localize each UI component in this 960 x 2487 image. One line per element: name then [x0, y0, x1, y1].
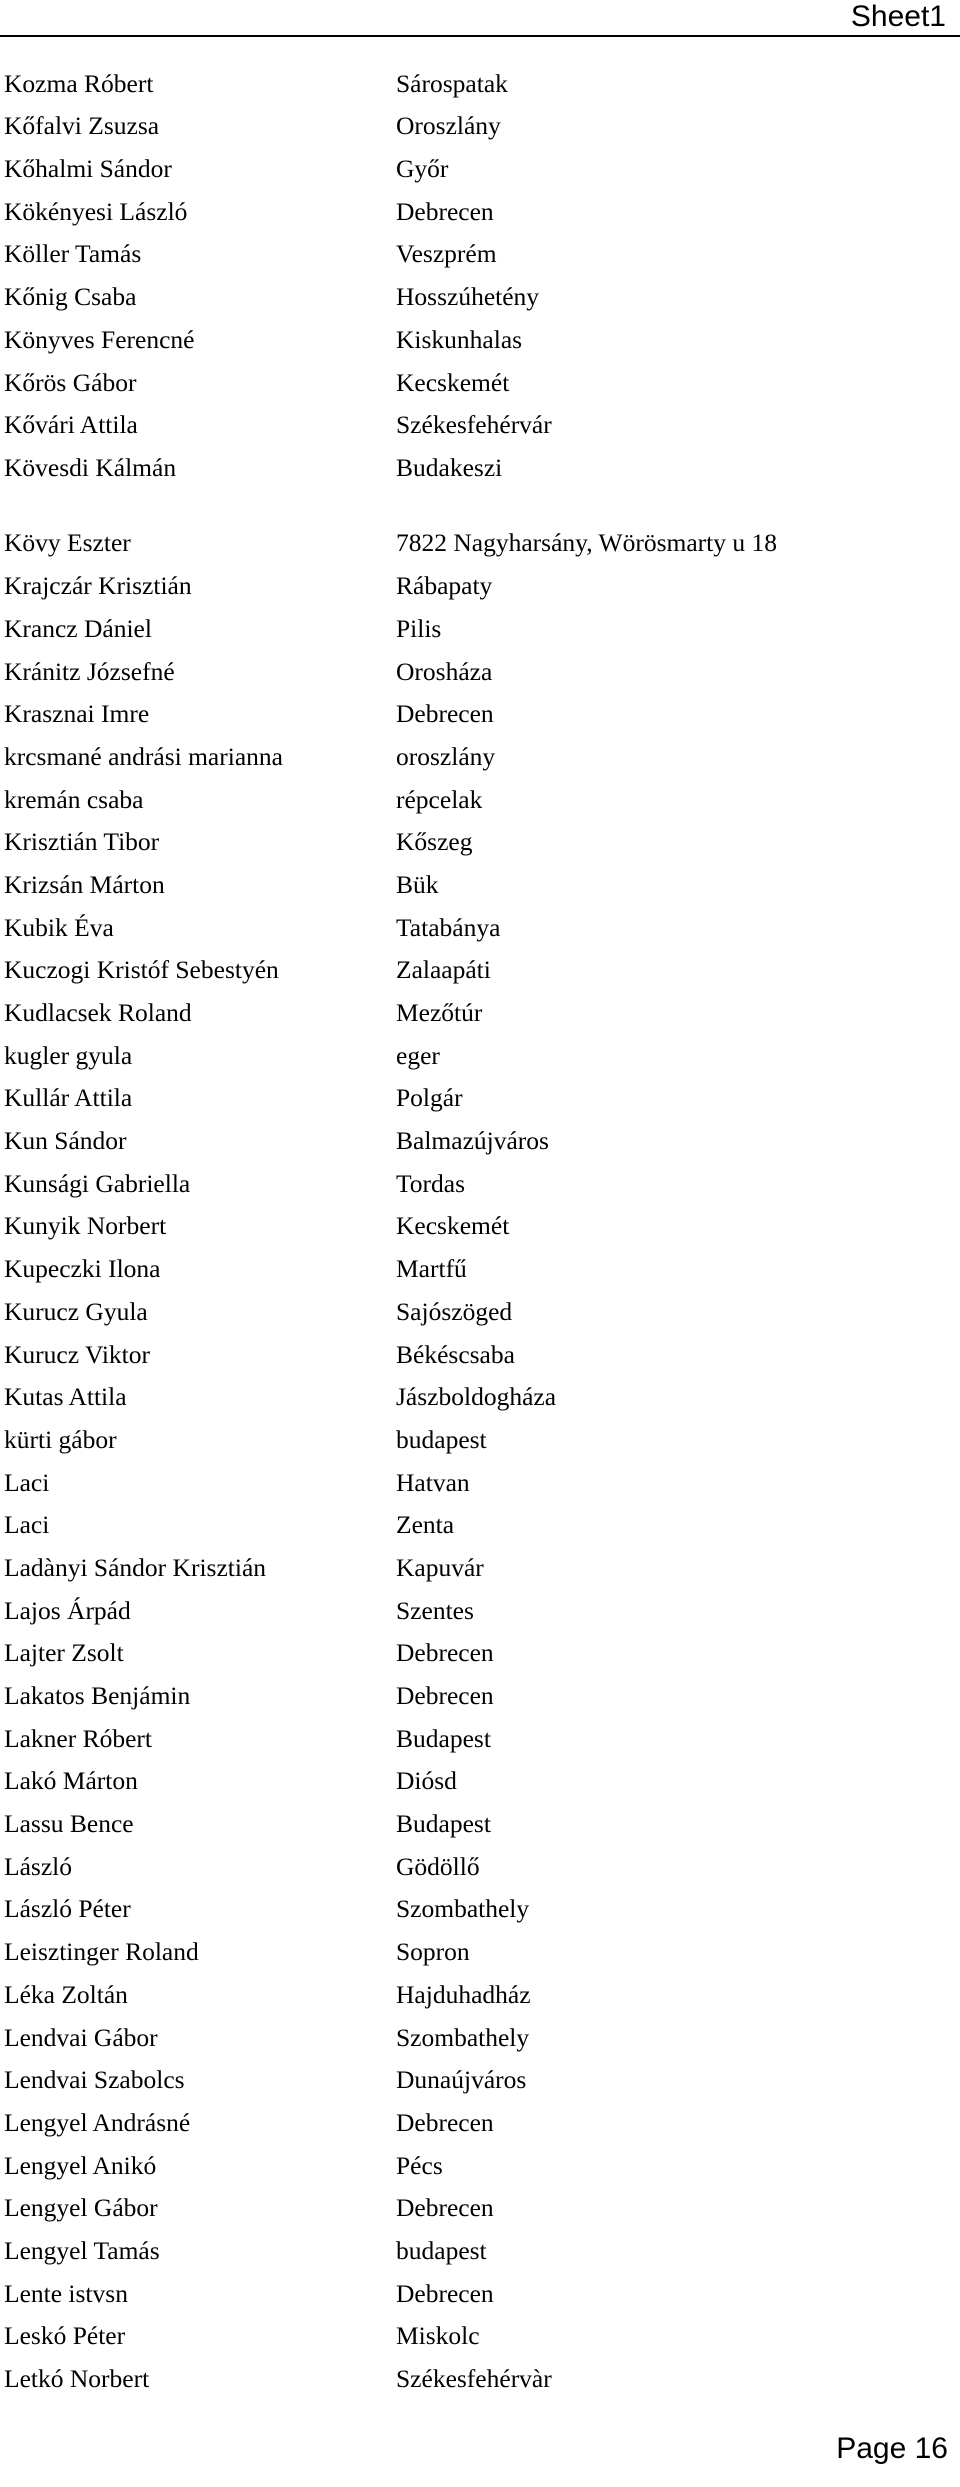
table-row — [0, 904, 960, 947]
page-number: Page 16 — [836, 2432, 948, 2465]
city-cell: Kapuvár — [396, 1552, 484, 1582]
city-cell: Győr — [396, 154, 449, 184]
name-cell: Kun Sándor — [4, 1126, 127, 1156]
table-row — [0, 1587, 960, 1630]
name-cell: Laci — [4, 1467, 50, 1497]
name-cell: Kövesdi Kálmán — [4, 452, 177, 482]
table-row — [0, 1416, 960, 1459]
table-row — [0, 1758, 960, 1801]
name-cell: Köller Tamás — [4, 239, 142, 269]
city-cell: Sopron — [396, 1937, 470, 1967]
name-cell: Leisztinger Roland — [4, 1937, 199, 1967]
table-row — [0, 1502, 960, 1545]
name-cell: Laci — [4, 1510, 50, 1540]
name-cell: Krizsán Márton — [4, 869, 165, 899]
city-cell: Szentes — [396, 1595, 474, 1625]
name-cell: Kránitz Józsefné — [4, 656, 175, 686]
table-row — [0, 1160, 960, 1203]
table-row — [0, 273, 960, 316]
table-row — [0, 188, 960, 231]
name-cell: Lakatos Benjámin — [4, 1681, 191, 1711]
table-row — [0, 733, 960, 776]
table-row — [0, 103, 960, 146]
table-row — [0, 648, 960, 691]
name-cell: Lakó Márton — [4, 1766, 138, 1796]
city-cell: Sárospatak — [396, 68, 508, 98]
city-cell: Debrecen — [396, 2107, 494, 2137]
city-cell: Oroszlány — [396, 111, 501, 141]
name-cell: Kőnig Csaba — [4, 282, 137, 312]
table-row — [0, 776, 960, 819]
city-cell: Sajószöged — [396, 1296, 513, 1326]
city-cell: Kecskemét — [396, 1211, 510, 1241]
name-cell: Kőhalmi Sándor — [4, 154, 172, 184]
city-cell: Szombathely — [396, 2022, 530, 2052]
city-cell: Rábapaty — [396, 571, 493, 601]
name-cell: Könyves Ferencné — [4, 324, 195, 354]
table-row — [0, 1928, 960, 1971]
name-cell: Kurucz Viktor — [4, 1339, 151, 1369]
table-row — [0, 2142, 960, 2185]
city-cell: budapest — [396, 1424, 487, 1454]
table-row — [0, 861, 960, 904]
table-row — [0, 1331, 960, 1374]
table-row — [0, 1374, 960, 1417]
city-cell: Budapest — [396, 1723, 491, 1753]
table-row — [0, 1075, 960, 1118]
table-row — [0, 2313, 960, 2356]
name-cell: Lajos Árpád — [4, 1595, 131, 1625]
name-cell: Kuczogi Kristóf Sebestyén — [4, 955, 279, 985]
header-divider — [0, 35, 960, 37]
name-cell: kürti gábor — [4, 1424, 117, 1454]
city-cell: Debrecen — [396, 1638, 494, 1668]
city-cell: 7822 Nagyharsány, Wörösmarty u 18 — [396, 528, 778, 558]
name-cell: Kutas Attila — [4, 1382, 127, 1412]
city-cell: Budakeszi — [396, 452, 503, 482]
name-cell: Lengyel Tamás — [4, 2235, 160, 2265]
city-cell: Pécs — [396, 2150, 443, 2180]
name-cell: Kővári Attila — [4, 410, 138, 440]
table-row — [0, 2185, 960, 2228]
city-cell: Pilis — [396, 613, 442, 643]
name-cell: Leskó Péter — [4, 2321, 126, 2351]
name-cell: Kurucz Gyula — [4, 1296, 148, 1326]
name-cell: Lengyel Andrásné — [4, 2107, 191, 2137]
table-row — [0, 1544, 960, 1587]
name-city-table — [0, 60, 960, 2398]
city-cell: Jászboldogháza — [396, 1382, 557, 1412]
table-row — [0, 1715, 960, 1758]
city-cell: Békéscsaba — [396, 1339, 515, 1369]
name-cell: Lajter Zsolt — [4, 1638, 124, 1668]
table-row — [0, 1288, 960, 1331]
city-cell: Kecskemét — [396, 367, 510, 397]
name-cell: Letkó Norbert — [4, 2364, 150, 2394]
table-row — [0, 1117, 960, 1160]
city-cell: Hajduhadház — [396, 1979, 531, 2009]
table-row — [0, 1971, 960, 2014]
city-cell: Dunaújváros — [396, 2065, 527, 2095]
name-cell: Lendvai Gábor — [4, 2022, 158, 2052]
name-cell: Léka Zoltán — [4, 1979, 128, 2009]
table-row — [0, 1032, 960, 1075]
city-cell: Hosszúhetény — [396, 282, 540, 312]
city-cell: Polgár — [396, 1083, 463, 1113]
city-cell: oroszlány — [396, 741, 496, 771]
name-cell: Kudlacsek Roland — [4, 998, 192, 1028]
name-cell: Krancz Dániel — [4, 613, 152, 643]
city-cell: Tordas — [396, 1168, 466, 1198]
table-row — [0, 819, 960, 862]
city-cell: Budapest — [396, 1809, 491, 1839]
table-row — [0, 2099, 960, 2142]
city-cell: Zalaapáti — [396, 955, 491, 985]
name-cell: László Péter — [4, 1894, 131, 1924]
table-row — [0, 359, 960, 402]
table-row — [0, 947, 960, 990]
name-cell: Lendvai Szabolcs — [4, 2065, 185, 2095]
city-cell: Kőszeg — [396, 827, 473, 857]
name-cell: Kozma Róbert — [4, 68, 154, 98]
city-cell: Veszprém — [396, 239, 497, 269]
table-row — [0, 2014, 960, 2057]
table-row — [0, 562, 960, 605]
city-cell: Debrecen — [396, 2278, 494, 2308]
city-cell: Székesfehérvàr — [396, 2364, 552, 2394]
name-cell: Lengyel Gábor — [4, 2193, 158, 2223]
city-cell: Székesfehérvár — [396, 410, 552, 440]
table-row — [0, 1886, 960, 1929]
name-cell: Krisztián Tibor — [4, 827, 160, 857]
table-row — [0, 444, 960, 487]
name-cell: Krajczár Krisztián — [4, 571, 192, 601]
name-cell: Lengyel Anikó — [4, 2150, 157, 2180]
table-row — [0, 1843, 960, 1886]
name-cell: Kunyik Norbert — [4, 1211, 167, 1241]
name-cell: Kubik Éva — [4, 912, 114, 942]
city-cell: Balmazújváros — [396, 1126, 549, 1156]
name-cell: Lassu Bence — [4, 1809, 134, 1839]
table-row — [0, 316, 960, 359]
table-row — [0, 2270, 960, 2313]
city-cell: Hatvan — [396, 1467, 470, 1497]
table-row — [0, 145, 960, 188]
table-row — [0, 1203, 960, 1246]
table-row — [0, 605, 960, 648]
name-cell: Kupeczki Ilona — [4, 1254, 161, 1284]
city-cell: Zenta — [396, 1510, 455, 1540]
city-cell: Miskolc — [396, 2321, 480, 2351]
city-cell: Debrecen — [396, 1681, 494, 1711]
name-cell: Kullár Attila — [4, 1083, 133, 1113]
table-row — [0, 691, 960, 734]
name-cell: Kökényesi László — [4, 196, 188, 226]
city-cell: Szombathely — [396, 1894, 530, 1924]
city-cell: Martfű — [396, 1254, 467, 1284]
name-cell: kugler gyula — [4, 1040, 133, 1070]
city-cell: Kiskunhalas — [396, 324, 523, 354]
name-cell: Krasznai Imre — [4, 699, 150, 729]
city-cell: Bük — [396, 869, 439, 899]
city-cell: Debrecen — [396, 699, 494, 729]
table-row — [0, 231, 960, 274]
name-cell: Ladànyi Sándor Krisztián — [4, 1552, 267, 1582]
sheet-title: Sheet1 — [850, 0, 946, 33]
name-cell: kremán csaba — [4, 784, 144, 814]
table-row — [0, 1245, 960, 1288]
table-row — [0, 487, 960, 563]
table-row — [0, 1630, 960, 1673]
name-cell: László — [4, 1851, 72, 1881]
table-row — [0, 1459, 960, 1502]
table-row — [0, 60, 960, 103]
table-row — [0, 1800, 960, 1843]
name-cell: Kunsági Gabriella — [4, 1168, 191, 1198]
name-cell: Kövy Eszter — [4, 528, 131, 558]
city-cell: Tatabánya — [396, 912, 501, 942]
name-cell: Lente istvsn — [4, 2278, 128, 2308]
city-cell: Mezőtúr — [396, 998, 483, 1028]
table-row — [0, 1672, 960, 1715]
table-row — [0, 2355, 960, 2398]
table-row — [0, 989, 960, 1032]
city-cell: Diósd — [396, 1766, 457, 1796]
table-row — [0, 402, 960, 445]
city-cell: Gödöllő — [396, 1851, 480, 1881]
table-row — [0, 2057, 960, 2100]
city-cell: Debrecen — [396, 2193, 494, 2223]
city-cell: eger — [396, 1040, 440, 1070]
city-cell: répcelak — [396, 784, 483, 814]
city-cell: Orosháza — [396, 656, 493, 686]
table-row — [0, 2227, 960, 2270]
name-cell: Kőrös Gábor — [4, 367, 137, 397]
name-cell: krcsmané andrási marianna — [4, 741, 283, 771]
city-cell: budapest — [396, 2235, 487, 2265]
name-cell: Kőfalvi Zsuzsa — [4, 111, 160, 141]
city-cell: Debrecen — [396, 196, 494, 226]
name-cell: Lakner Róbert — [4, 1723, 152, 1753]
